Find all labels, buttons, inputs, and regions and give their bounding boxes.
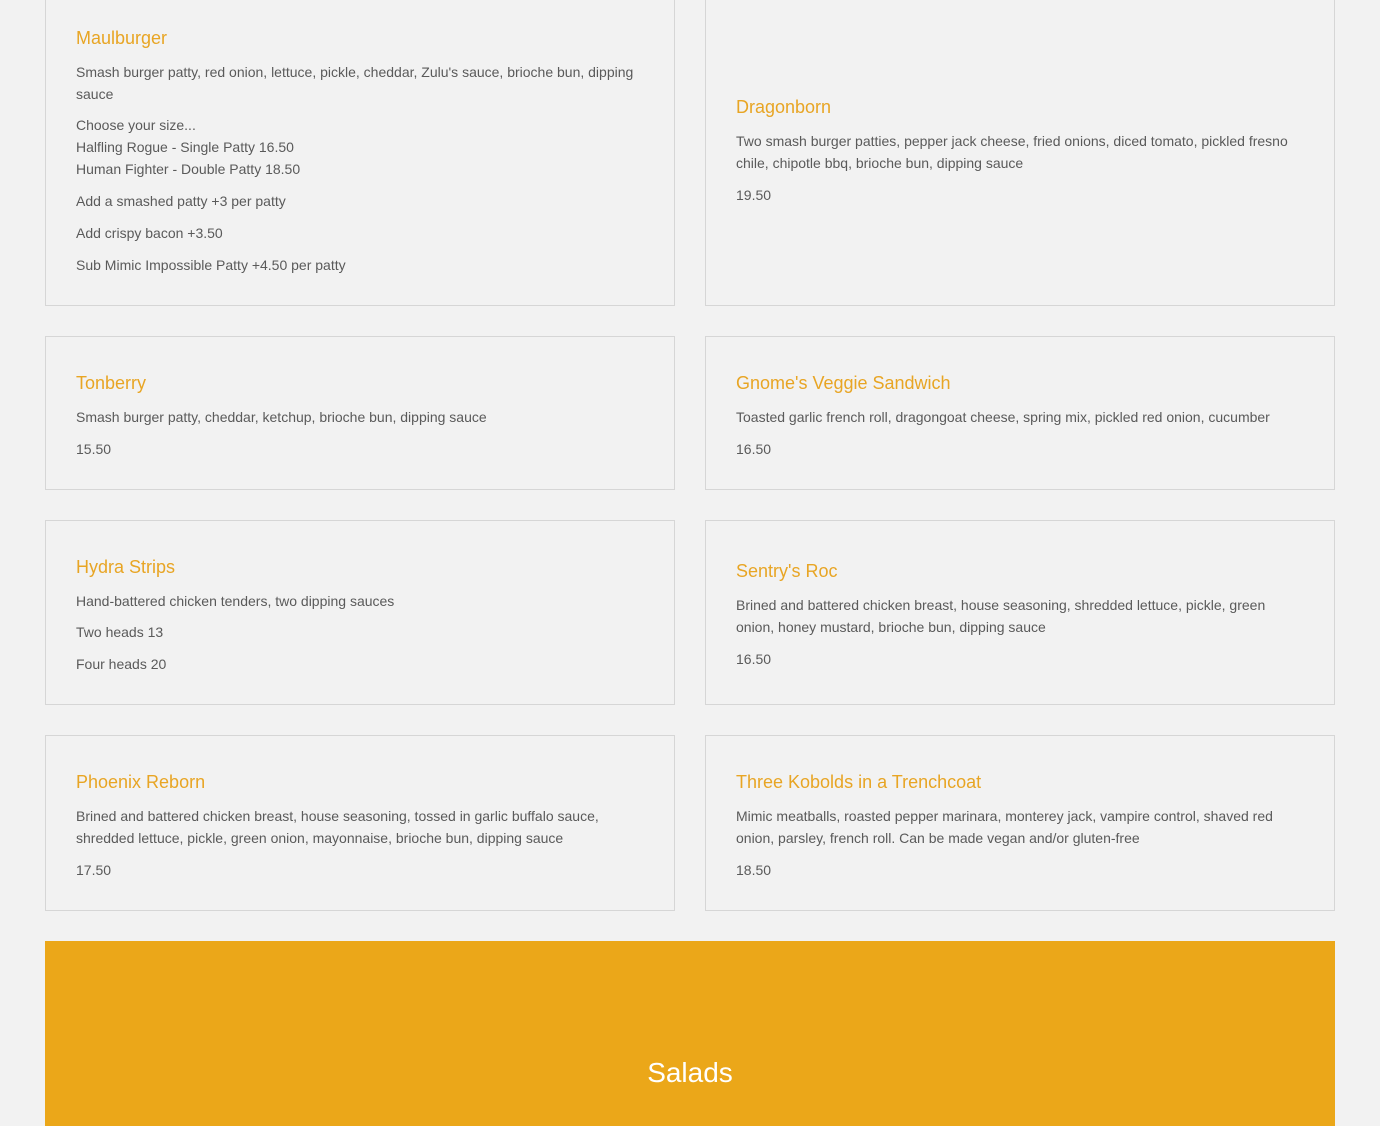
item-description: Brined and battered chicken breast, house seasoning, tossed in garlic buffalo sauce, shredded lettuce, pickle, green onion, mayonnaise, brioche bun, dipping sauce (76, 808, 599, 846)
option-two-heads: Two heads 13 (76, 624, 164, 640)
item-title: Tonberry (76, 373, 147, 393)
item-price: 19.50 (736, 187, 772, 203)
item-price: 15.50 (76, 441, 112, 457)
menu-item-three-kobolds (705, 735, 1335, 911)
section-title: Salads (647, 1057, 733, 1088)
item-description: Brined and battered chicken breast, house seasoning, shredded lettuce, pickle, green onion, honey mustard, brioche bun, dipping sauce (736, 597, 1266, 635)
size-prompt: Choose your size... (76, 117, 196, 133)
item-description: Mimic meatballs, roasted pepper marinara, monterey jack, vampire control, shaved red onion, parsley, french roll. Can be made vegan and/or gluten-free (736, 808, 1273, 846)
item-title: Phoenix Reborn (76, 772, 206, 792)
menu-item-dragonborn (705, 0, 1335, 306)
menu-item-hydra-strips (45, 520, 675, 705)
section-banner-salads (45, 941, 1335, 1126)
size-option-single: Halfling Rogue - Single Patty 16.50 (76, 139, 294, 155)
menu-item-gnome-veggie (705, 336, 1335, 490)
item-title: Sentry's Roc (736, 561, 838, 581)
item-description: Hand-battered chicken tenders, two dipping sauces (76, 593, 395, 609)
addon-impossible: Sub Mimic Impossible Patty +4.50 per patty (76, 257, 346, 273)
item-price: 16.50 (736, 651, 772, 667)
item-title: Gnome's Veggie Sandwich (736, 373, 951, 393)
item-price: 17.50 (76, 862, 112, 878)
addon-bacon: Add crispy bacon +3.50 (76, 225, 223, 241)
menu-item-phoenix-reborn (45, 735, 675, 911)
item-description: Two smash burger patties, pepper jack cheese, fried onions, diced tomato, pickled fresno chile, chipotle bbq, brioche bun, dipping sauce (736, 133, 1288, 171)
menu-item-maulburger (45, 0, 675, 306)
item-description: Toasted garlic french roll, dragongoat cheese, spring mix, pickled red onion, cucumber (736, 409, 1270, 425)
item-price: 18.50 (736, 862, 772, 878)
menu-item-sentry-roc (705, 520, 1335, 705)
item-price: 16.50 (736, 441, 772, 457)
size-option-double: Human Fighter - Double Patty 18.50 (76, 161, 301, 177)
option-four-heads: Four heads 20 (76, 656, 167, 672)
addon-patty: Add a smashed patty +3 per patty (76, 193, 286, 209)
item-title: Hydra Strips (76, 557, 176, 577)
item-title: Three Kobolds in a Trenchcoat (736, 772, 982, 792)
item-description: Smash burger patty, red onion, lettuce, pickle, cheddar, Zulu's sauce, brioche bun, dipping sauce (76, 64, 634, 102)
menu-item-tonberry (45, 336, 675, 490)
item-title: Dragonborn (736, 97, 832, 117)
item-title: Maulburger (76, 28, 168, 48)
item-description: Smash burger patty, cheddar, ketchup, brioche bun, dipping sauce (76, 409, 487, 425)
